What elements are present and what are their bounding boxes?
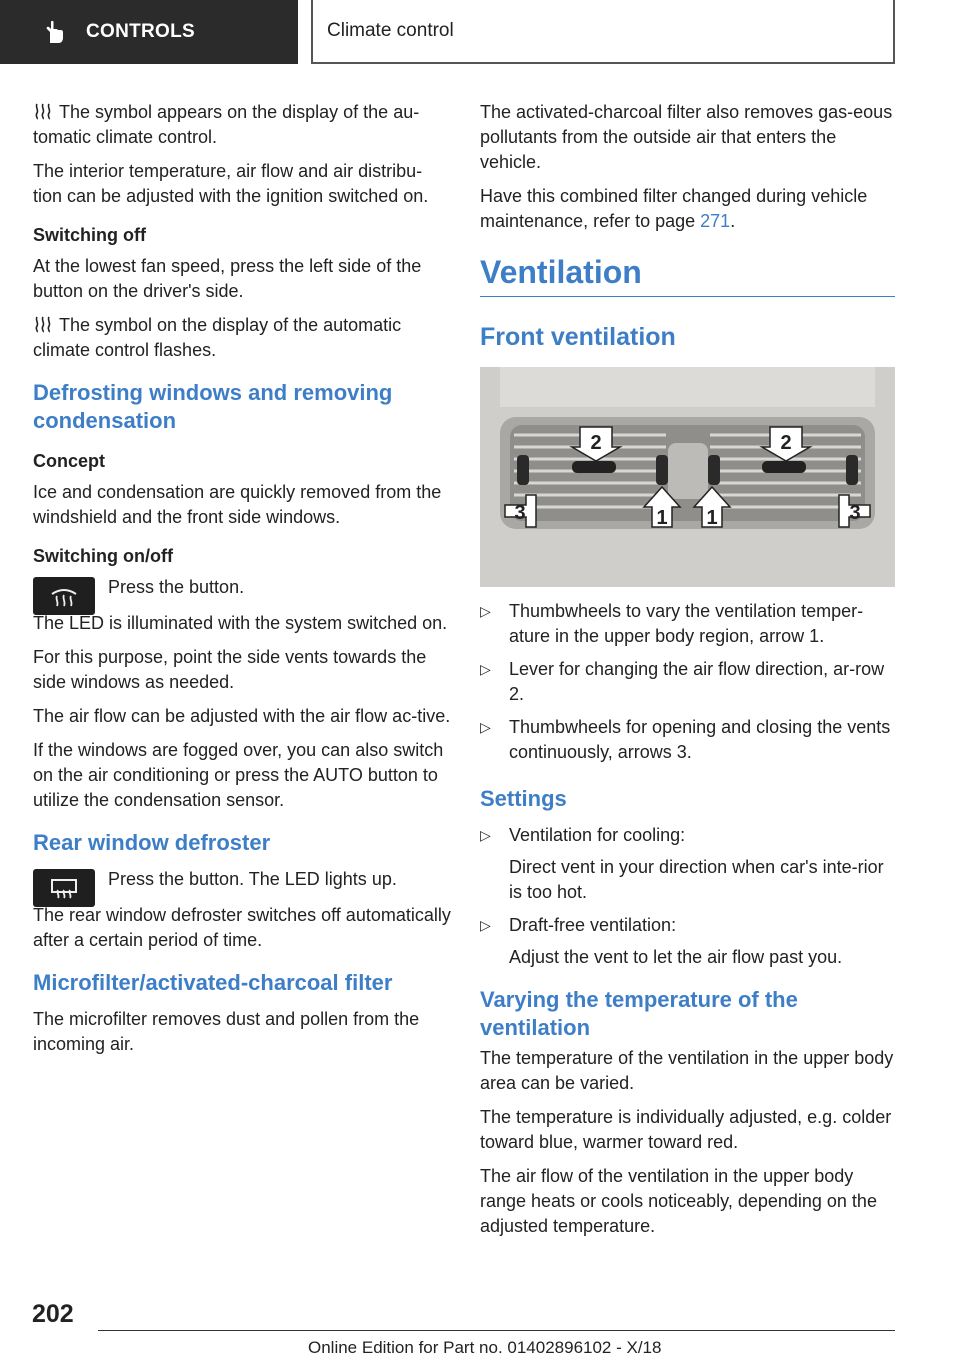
paragraph: Have this combined filter changed during vehicle maintenance, refer to page 271.: [480, 186, 868, 231]
heading-switching-on-off: Switching on/off: [33, 546, 173, 566]
paragraph: The symbol on the display of the automatic climate control flashes.: [33, 315, 402, 360]
page-link[interactable]: 271: [700, 211, 731, 231]
vent-components-list: [480, 599, 895, 765]
paragraph: The air flow can be adjusted with the air flow ac‐tive.: [33, 706, 451, 726]
heading-settings: Settings: [480, 786, 567, 811]
section-tab: [0, 0, 298, 64]
list-item: ▷ Lever for changing the air flow direction, ar‐row 2.: [480, 659, 885, 704]
vent-illustration: [480, 367, 895, 587]
left-column: [33, 100, 451, 1066]
fan-symbol-icon: [33, 102, 53, 120]
callout-label: 1: [706, 507, 718, 529]
paragraph: Press the button.: [108, 577, 245, 597]
callout-label: 2: [780, 432, 792, 454]
paragraph: The microfilter removes dust and pollen from the incoming air.: [33, 1009, 420, 1054]
edition-text: Online Edition for Part no. 01402896102 - X/18: [308, 1338, 662, 1357]
triangle-bullet-icon: ▷: [480, 719, 491, 735]
settings-list: [480, 823, 895, 970]
hand-pointer-icon: [42, 19, 68, 45]
paragraph: The temperature is individually adjusted, e.g. colder toward blue, warmer toward red.: [480, 1107, 892, 1152]
heading-front-ventilation: Front ventilation: [480, 323, 676, 351]
rear-defrost-icon: [49, 876, 79, 900]
rear-defrost-button-row: [33, 867, 451, 907]
paragraph: The LED is illuminated with the system switched on.: [33, 613, 448, 633]
callout-label: 3: [849, 502, 861, 524]
list-item: ▷ Draft-free ventilation: Adjust the vent to let the air flow past you.: [480, 915, 843, 967]
fan-symbol-icon: [33, 315, 53, 333]
triangle-bullet-icon: ▷: [480, 917, 491, 933]
paragraph: The activated-charcoal filter also removes gas‐eous pollutants from the outside air that enters the vehicle.: [480, 102, 893, 172]
callout-label: 2: [590, 432, 602, 454]
right-column: [480, 100, 895, 1248]
heading-switching-off: Switching off: [33, 225, 146, 245]
triangle-bullet-icon: ▷: [480, 661, 491, 677]
list-item: ▷ Thumbwheels to vary the ventilation temper‐ature in the upper body region, arrow 1.: [480, 601, 864, 646]
paragraph: At the lowest fan speed, press the left side of the button on the driver's side.: [33, 256, 422, 301]
triangle-bullet-icon: ▷: [480, 603, 491, 619]
front-defrost-button: [33, 577, 95, 615]
heading-defrosting: Defrosting windows and removing condensation: [33, 380, 393, 433]
heading-rear-defroster: Rear window defroster: [33, 830, 271, 855]
callout-label: 1: [656, 507, 668, 529]
page-number: 202: [32, 1300, 74, 1328]
triangle-bullet-icon: ▷: [480, 827, 491, 843]
list-item: ▷ Thumbwheels for opening and closing the vents continuously, arrows 3.: [480, 717, 891, 762]
heading-varying-temperature: Varying the temperature of the ventilation: [480, 987, 798, 1040]
paragraph: The air flow of the ventilation in the upper body range heats or cools noticeably, depending on the adjusted temperature.: [480, 1166, 877, 1236]
heading-concept: Concept: [33, 451, 105, 471]
list-item: ▷ Ventilation for cooling: Direct vent in your direction when car's inte‐rior is too hot.: [480, 825, 884, 902]
heading-microfilter: Microfilter/activated-charcoal filter: [33, 970, 393, 995]
paragraph: The symbol appears on the display of the au‐tomatic climate control.: [33, 102, 420, 147]
paragraph: For this purpose, point the side vents towards the side windows as needed.: [33, 647, 427, 692]
heading-ventilation: Ventilation: [480, 252, 895, 297]
paragraph: If the windows are fogged over, you can also switch on the air conditioning or press the AUTO button to utilize the condensation sensor.: [33, 740, 444, 810]
paragraph: The rear window defroster switches off automatically after a certain period of time.: [33, 905, 451, 950]
defrost-button-row: [33, 575, 451, 615]
front-defrost-icon: [49, 584, 79, 608]
rear-defrost-button: [33, 869, 95, 907]
chapter-title: Climate control: [327, 20, 454, 41]
section-title: CONTROLS: [86, 21, 196, 42]
paragraph: The temperature of the ventilation in the upper body area can be varied.: [480, 1048, 894, 1093]
paragraph: Press the button. The LED lights up.: [108, 869, 397, 889]
footer-divider: [98, 1330, 895, 1331]
paragraph: The interior temperature, air flow and air distribu‐tion can be adjusted with the ignition switched on.: [33, 161, 429, 206]
vent-photo: [480, 367, 895, 587]
paragraph: Ice and condensation are quickly removed from the windshield and the front side windows.: [33, 482, 442, 527]
callout-label: 3: [514, 502, 526, 524]
chapter-header: [311, 0, 895, 64]
